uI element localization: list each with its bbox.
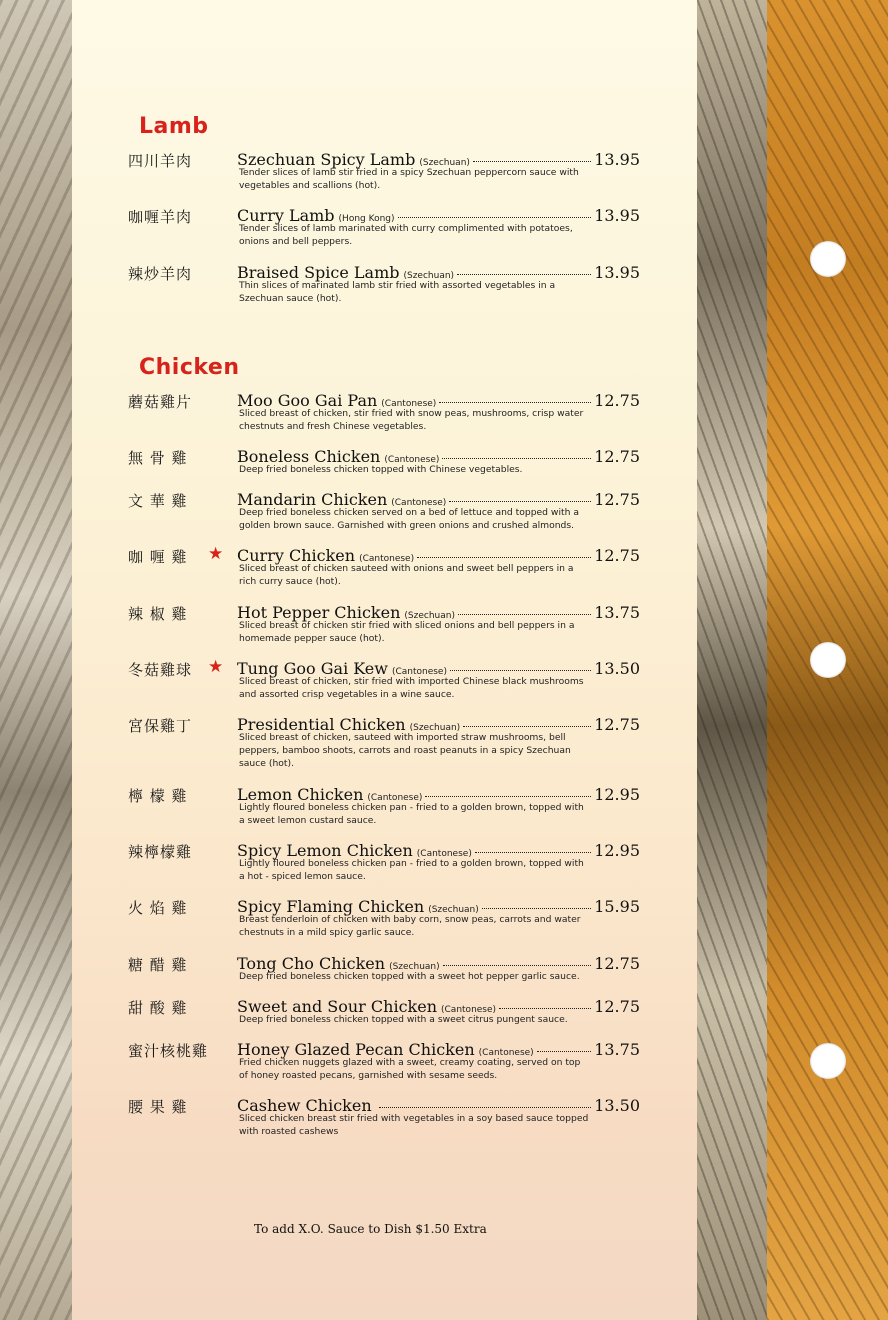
dot-leader (475, 852, 591, 853)
binder-hole (810, 642, 846, 678)
dish-region: (Cantonese) (416, 849, 472, 859)
dish-region: (Cantonese) (391, 498, 447, 508)
dish-description: Tender slices of lamb stir fried in a spicy Szechuan peppercorn sauce with vegetables and scallions (hot). (239, 167, 579, 191)
dish-description: Sliced breast of chicken stir fried with sliced onions and bell peppers in a homemade pepper sauce (hot). (239, 620, 575, 644)
dot-leader (398, 217, 592, 218)
dish-description: Fried chicken nuggets glazed with a sweet, creamy coating, served on top of honey roasted pecans, garnished with sesame seeds. (239, 1057, 581, 1081)
dish-name: Boneless Chicken (237, 447, 381, 466)
dot-leader (417, 557, 591, 558)
section-title-chicken: Chicken (139, 355, 240, 380)
dish-name: Tong Cho Chicken (237, 954, 386, 973)
chinese-name: 辣 椒 雞 (128, 605, 188, 623)
dish-name: Mandarin Chicken (237, 490, 388, 509)
dot-leader (499, 1008, 591, 1009)
xo-sauce-note: To add X.O. Sauce to Dish $1.50 Extra (254, 1222, 487, 1236)
dish-description: Sliced breast of chicken, sauteed with imported straw mushrooms, bell peppers, bamboo shoots, carrots and roast peanuts in a spicy Szechuan sauce (hot). (239, 732, 571, 769)
dot-leader (450, 670, 591, 671)
dish-price: 13.50 (594, 1096, 640, 1115)
dish-price: 13.95 (594, 206, 640, 225)
dish-price: 12.75 (594, 715, 640, 734)
chinese-name: 咖 喱 雞 (128, 548, 188, 566)
dish-description: Sliced breast of chicken, stir fried with snow peas, mushrooms, crisp water chestnuts and fresh Chinese vegetables. (239, 408, 584, 432)
chinese-name: 蘑菇雞片 (128, 393, 193, 411)
chinese-name: 宮保雞丁 (128, 717, 193, 735)
dish-name: Sweet and Sour Chicken (237, 997, 438, 1016)
dish-price: 12.75 (594, 391, 640, 410)
chinese-name: 辣炒羊肉 (128, 265, 193, 283)
dish-region: (Cantonese) (381, 399, 437, 409)
dish-description: Sliced breast of chicken, stir fried with imported Chinese black mushrooms and assorted crisp vegetables in a wine sauce. (239, 676, 584, 700)
dish-name: Braised Spice Lamb (237, 263, 400, 282)
dish-name: Cashew Chicken (237, 1096, 372, 1115)
dot-leader (443, 965, 592, 966)
dot-leader (482, 908, 591, 909)
dot-leader (379, 1107, 592, 1108)
dish-name: Moo Goo Gai Pan (237, 391, 378, 410)
dish-description: Lightly floured boneless chicken pan - fried to a golden brown, topped with a hot - spiced lemon sauce. (239, 858, 584, 882)
dish-name: Tung Goo Gai Kew (237, 659, 388, 678)
chinese-name: 無 骨 雞 (128, 449, 188, 467)
dot-leader (442, 458, 591, 459)
chinese-name: 腰 果 雞 (128, 1098, 188, 1116)
chinese-name: 冬菇雞球 (128, 661, 193, 679)
chinese-name: 蜜汁核桃雞 (128, 1042, 209, 1060)
dish-name: Curry Lamb (237, 206, 335, 225)
spicy-star-icon: ★ (208, 544, 224, 564)
dish-description: Sliced breast of chicken sauteed with onions and sweet bell peppers in a rich curry sauce (hot). (239, 563, 574, 587)
chinese-name: 咖喱羊肉 (128, 208, 193, 226)
chinese-name: 文 華 雞 (128, 492, 188, 510)
dish-region: (Szechuan) (404, 611, 455, 621)
dish-price: 12.95 (594, 785, 640, 804)
dish-price: 15.95 (594, 897, 640, 916)
dish-name: Presidential Chicken (237, 715, 406, 734)
dish-region: (Cantonese) (441, 1005, 497, 1015)
dish-name: Honey Glazed Pecan Chicken (237, 1040, 475, 1059)
dish-region: (Cantonese) (384, 455, 440, 465)
dish-region: (Szechuan) (428, 905, 479, 915)
left-landscape-border (0, 0, 72, 1320)
dish-description: Thin slices of marinated lamb stir fried with assorted vegetables in a Szechuan sauce (hot). (239, 280, 556, 304)
dish-price: 13.75 (594, 603, 640, 622)
dish-region: (Szechuan) (419, 158, 470, 168)
dish-price: 13.95 (594, 263, 640, 282)
dot-leader (463, 726, 591, 727)
dish-description: Deep fried boneless chicken served on a bed of lettuce and topped with a golden brown sauce. Garnished with green onions and crushed almonds. (239, 507, 579, 531)
chinese-name: 四川羊肉 (128, 152, 193, 170)
dish-price: 12.75 (594, 490, 640, 509)
chinese-name: 檸 檬 雞 (128, 787, 188, 805)
dish-price: 12.75 (594, 997, 640, 1016)
chinese-name: 甜 酸 雞 (128, 999, 188, 1017)
chinese-name: 糖 醋 雞 (128, 956, 188, 974)
dot-leader (457, 274, 591, 275)
dot-leader (449, 501, 591, 502)
chinese-name: 火 焰 雞 (128, 899, 188, 917)
dot-leader (537, 1051, 592, 1052)
dish-price: 12.75 (594, 447, 640, 466)
dot-leader (473, 161, 591, 162)
dish-name: Spicy Lemon Chicken (237, 841, 413, 860)
dish-region: (Szechuan) (409, 723, 461, 733)
dish-region: (Hong Kong) (338, 214, 395, 224)
spicy-star-icon: ★ (208, 657, 224, 677)
dish-price: 13.95 (594, 150, 640, 169)
dish-region: (Cantonese) (391, 667, 447, 677)
chinese-name: 辣檸檬雞 (128, 843, 193, 861)
dish-region: (Cantonese) (359, 554, 415, 564)
dish-description: Breast tenderloin of chicken with baby corn, snow peas, carrots and water chestnuts in a mild spicy garlic sauce. (239, 914, 581, 938)
dish-description: Lightly floured boneless chicken pan - fried to a golden brown, topped with a sweet lemon custard sauce. (239, 802, 584, 826)
dish-price: 13.50 (594, 659, 640, 678)
dot-leader (439, 402, 591, 403)
dish-region: (Cantonese) (367, 793, 423, 803)
dish-region: (Cantonese) (478, 1048, 534, 1058)
dish-name: Curry Chicken (237, 546, 356, 565)
dot-leader (458, 614, 591, 615)
dish-description: Deep fried boneless chicken topped with a sweet hot pepper garlic sauce. (239, 971, 580, 982)
dish-name: Spicy Flaming Chicken (237, 897, 425, 916)
dish-description: Sliced chicken breast stir fried with vegetables in a soy based sauce topped with roasted cashews (239, 1113, 589, 1137)
dish-description: Deep fried boneless chicken topped with a sweet citrus pungent sauce. (239, 1014, 568, 1025)
dish-price: 12.95 (594, 841, 640, 860)
right-landscape-border (697, 0, 767, 1320)
binder-hole (810, 1043, 846, 1079)
dish-name: Hot Pepper Chicken (237, 603, 401, 622)
dish-region: (Szechuan) (403, 271, 455, 281)
dish-price: 12.75 (594, 546, 640, 565)
dish-price: 13.75 (594, 1040, 640, 1059)
dish-price: 12.75 (594, 954, 640, 973)
dot-leader (425, 796, 591, 797)
section-title-lamb: Lamb (139, 114, 209, 139)
dish-description: Deep fried boneless chicken topped with Chinese vegetables. (239, 464, 523, 475)
binder-hole (810, 241, 846, 277)
dish-name: Lemon Chicken (237, 785, 364, 804)
dish-name: Szechuan Spicy Lamb (237, 150, 416, 169)
dish-description: Tender slices of lamb marinated with curry complimented with potatoes, onions and bell peppers. (239, 223, 573, 247)
dish-region: (Szechuan) (389, 962, 440, 972)
